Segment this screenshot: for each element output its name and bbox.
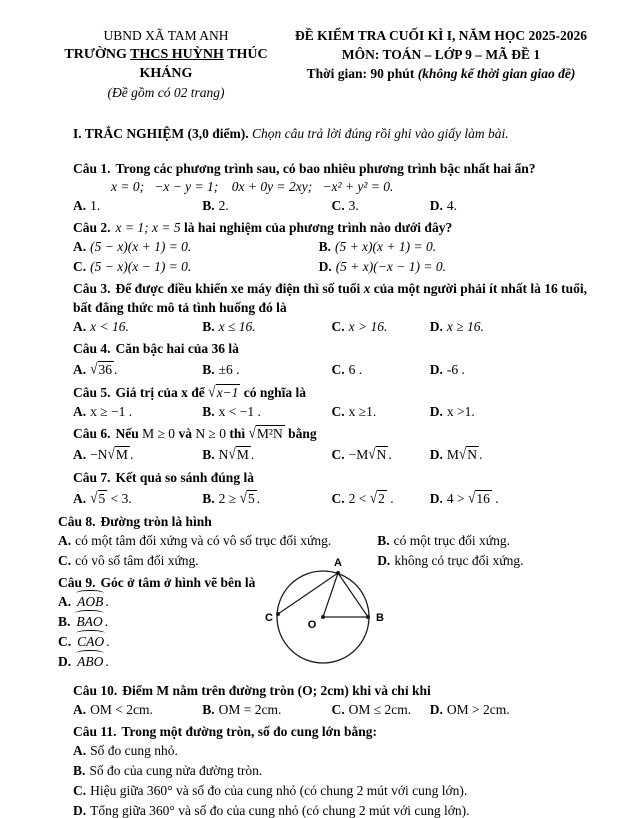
option-text: Số đo cung nhỏ. <box>90 743 178 758</box>
question-8-options-row1 <box>58 531 590 551</box>
label-B: B <box>376 612 384 624</box>
q10-option-b <box>202 700 331 720</box>
q2-option-c <box>73 257 319 277</box>
radicand: M <box>115 447 128 462</box>
q6-option-b <box>202 443 331 466</box>
option-label: A. <box>58 594 72 609</box>
option-suffix: . <box>106 634 110 649</box>
option-label: B. <box>202 491 215 506</box>
q2-option-a <box>73 237 319 257</box>
radical-sign: √ <box>467 488 476 506</box>
option-label: D. <box>429 404 443 419</box>
option-text: x < 16. <box>90 319 129 334</box>
option-suffix: . <box>105 654 109 669</box>
option-text: x ≥ −1 . <box>90 404 133 419</box>
option-text: x ≤ 16. <box>218 319 256 334</box>
question-number: Câu 11. <box>73 724 117 739</box>
option-text: OM > 2cm. <box>446 702 510 717</box>
question-7 <box>73 468 590 510</box>
q11-option-a <box>73 741 590 761</box>
sqrt-expression <box>459 443 479 466</box>
option-label: C. <box>331 404 345 419</box>
option-label: A. <box>73 491 87 506</box>
radicand: M²N <box>256 426 283 441</box>
option-text: -6 . <box>446 362 465 377</box>
option-label: D. <box>318 259 332 274</box>
duration-italic: (không kể thời gian giao đề) <box>417 66 576 81</box>
question-3-stem <box>73 279 590 317</box>
question-number: Câu 4. <box>73 341 111 356</box>
option-label: A. <box>73 198 87 213</box>
question-text: Căn bậc hai của 36 là <box>115 341 239 356</box>
page-count-note: (Đề gồm có 02 trang) <box>107 85 225 100</box>
sqrt-expression <box>249 424 285 443</box>
angle-notation: ABO <box>75 652 105 672</box>
sqrt-expression <box>90 358 114 381</box>
question-3-options <box>73 317 590 337</box>
radicand: 5 <box>247 491 255 506</box>
option-label: A. <box>73 319 87 334</box>
option-label: C. <box>331 447 345 462</box>
option-suffix: . <box>386 491 394 506</box>
q3-option-b <box>202 317 331 337</box>
q4-option-a <box>73 358 202 381</box>
q7-option-a <box>73 487 202 510</box>
option-text: không có trục đối xứng. <box>394 553 524 568</box>
question-7-options <box>73 487 590 510</box>
q6-option-c <box>332 443 430 466</box>
option-text: (5 − x)(x + 1) = 0. <box>90 239 192 254</box>
option-text: 2. <box>218 198 229 213</box>
header-left-block <box>40 26 292 102</box>
radicand: 16 <box>476 491 490 506</box>
q4-option-d <box>430 358 590 381</box>
question-4-stem <box>73 339 590 358</box>
section-instruction: Chọn câu trả lời đúng rồi ghi vào giấy làm bài. <box>252 126 509 141</box>
question-text: Kết quả so sánh đúng là <box>115 470 254 485</box>
option-text: x ≥1. <box>348 404 377 419</box>
option-text: (5 − x)(x − 1) = 0. <box>90 259 192 274</box>
q11-option-d <box>73 801 590 818</box>
label-A: A <box>334 557 342 569</box>
option-label: B. <box>318 239 331 254</box>
sqrt-expression <box>108 443 130 466</box>
exam-title: ĐỀ KIỂM TRA CUỐI KÌ I, NĂM HỌC 2025-2026 <box>295 28 587 43</box>
question-3 <box>73 279 590 337</box>
question-1 <box>73 159 590 216</box>
label-C: C <box>265 612 273 624</box>
option-label: A. <box>73 239 87 254</box>
radical-sign: √ <box>208 382 216 400</box>
question-number: Câu 5. <box>73 385 111 400</box>
question-text: Đường tròn là hình <box>100 514 212 529</box>
question-number: Câu 3. <box>73 281 111 296</box>
option-text: (5 + x)(−x − 1) = 0. <box>335 259 446 274</box>
header-right-block <box>292 26 590 102</box>
option-label: C. <box>331 198 345 213</box>
point-A <box>336 571 340 575</box>
q7-option-d <box>430 487 590 510</box>
question-text: là hai nghiệm của phương trình nào dưới đây? <box>183 220 453 235</box>
option-label: C. <box>73 783 87 798</box>
question-2-stem <box>73 218 590 237</box>
q3-option-c <box>332 317 430 337</box>
q2-option-d <box>319 257 590 277</box>
question-6 <box>73 424 590 466</box>
question-text: Giá trị của x để <box>115 385 205 400</box>
school-name-underlined: THCS HUỲNH <box>130 47 224 62</box>
question-5-options <box>73 402 590 422</box>
option-text: −M <box>348 447 369 462</box>
option-label: D. <box>429 319 443 334</box>
option-text: x >1. <box>446 404 475 419</box>
question-10-options <box>73 700 590 720</box>
radical-sign: √ <box>90 359 98 377</box>
radicand: x−1 <box>216 385 239 400</box>
option-text: OM = 2cm. <box>218 702 282 717</box>
option-text: N <box>218 447 229 462</box>
question-number: Câu 7. <box>73 470 111 485</box>
q1-option-b <box>202 196 331 216</box>
q4-option-c <box>332 358 430 381</box>
question-text: và <box>178 426 192 441</box>
sqrt-expression <box>90 487 107 510</box>
option-text: Hiệu giữa 360° và số đo của cung nhỏ (có chung 2 mút với cung lớn). <box>90 783 468 798</box>
option-text: M <box>446 447 459 462</box>
option-text: x < −1 . <box>218 404 261 419</box>
question-text: Điểm M nằm trên đường tròn (O; 2cm) khi và chỉ khi <box>122 683 431 698</box>
option-suffix: . <box>104 614 109 629</box>
radical-sign: √ <box>458 444 467 462</box>
sqrt-expression <box>240 487 257 510</box>
option-label: C. <box>73 259 87 274</box>
q5-option-d <box>430 402 590 422</box>
question-1-options <box>73 196 590 216</box>
angle-notation: AOB <box>75 592 105 612</box>
radius-OA <box>323 573 338 617</box>
option-label: B. <box>202 702 215 717</box>
question-5-stem <box>73 383 590 402</box>
option-label: D. <box>429 447 443 462</box>
q8-option-a <box>58 531 377 551</box>
question-text: Để được điều khiển xe máy điện thì số tuổi <box>115 281 361 296</box>
question-8-stem <box>58 512 590 531</box>
angle-notation: BAO <box>74 612 104 632</box>
option-label: C. <box>58 634 72 649</box>
school-name-pre: TRƯỜNG <box>64 47 131 62</box>
option-suffix: . <box>479 447 483 462</box>
school-name <box>40 45 292 83</box>
option-label: B. <box>377 533 390 548</box>
question-1-equation: x = 0; −x − y = 1; 0x + 0y = 2xy; −x² + y² = 0. <box>111 179 394 194</box>
sqrt-expression <box>228 443 250 466</box>
option-suffix: . <box>256 491 261 506</box>
question-text: Trong các phương trình sau, có bao nhiêu phương trình bậc nhất hai ẩn? <box>115 161 536 176</box>
radicand: 2 <box>378 491 385 506</box>
radicand: N <box>376 447 387 462</box>
option-suffix: . <box>250 447 255 462</box>
circle-figure-svg <box>265 556 387 674</box>
option-text: Số đo của cung nửa đường tròn. <box>89 763 263 778</box>
option-label: A. <box>73 447 87 462</box>
question-10-stem <box>73 681 590 700</box>
duration-bold: Thời gian: 90 phút <box>306 66 415 81</box>
question-6-stem <box>73 424 590 443</box>
option-suffix: . <box>105 594 109 609</box>
option-label: B. <box>58 614 71 629</box>
option-label: B. <box>202 404 215 419</box>
radical-sign: √ <box>368 444 376 462</box>
issuer-line: UBND XÃ TAM ANH <box>103 28 229 43</box>
radical-sign: √ <box>369 488 378 506</box>
option-text: 1. <box>90 198 101 213</box>
option-label: A. <box>73 702 87 717</box>
option-text: x > 16. <box>348 319 388 334</box>
q3-option-d <box>430 317 590 337</box>
option-suffix: . <box>129 447 134 462</box>
option-label: B. <box>202 447 215 462</box>
option-suffix: . <box>491 491 499 506</box>
question-11-stem <box>73 722 590 741</box>
option-label: C. <box>331 491 345 506</box>
question-5 <box>73 383 590 422</box>
exam-subject: MÔN: TOÁN – LỚP 9 – MÃ ĐỀ 1 <box>341 47 541 62</box>
option-label: D. <box>429 491 443 506</box>
radicand: M <box>236 447 249 462</box>
q10-option-a <box>73 700 202 720</box>
q1-option-a <box>73 196 202 216</box>
point-B <box>366 615 370 619</box>
option-label: B. <box>202 362 215 377</box>
option-label: A. <box>73 362 87 377</box>
option-label: C. <box>331 362 345 377</box>
option-label: C. <box>58 553 72 568</box>
question-10 <box>73 681 590 720</box>
q4-option-b <box>202 358 331 381</box>
option-label: D. <box>429 362 443 377</box>
radicand: N <box>467 447 478 462</box>
point-C <box>276 612 280 616</box>
option-text: có một trục đối xứng. <box>393 533 511 548</box>
option-suffix: < 3. <box>107 491 132 506</box>
sqrt-expression <box>468 487 492 510</box>
option-text: OM ≤ 2cm. <box>348 702 412 717</box>
stem-variable: x <box>363 281 371 296</box>
option-label: B. <box>202 198 215 213</box>
option-text: −N <box>90 447 108 462</box>
option-label: D. <box>58 654 72 669</box>
question-text: có nghĩa là <box>243 385 307 400</box>
question-number: Câu 8. <box>58 514 96 529</box>
option-label: C. <box>331 702 345 717</box>
option-text: 3. <box>348 198 359 213</box>
q1-option-d <box>430 196 590 216</box>
question-text: của một người phải ít nhất là 16 tuổi, bất đẳng thức mô tả tình huống đó là <box>73 281 587 315</box>
option-text: có vô số tâm đối xứng. <box>75 553 199 568</box>
question-11 <box>73 722 590 818</box>
option-text: 6 . <box>348 362 363 377</box>
sqrt-expression <box>368 443 388 466</box>
option-text: OM < 2cm. <box>90 702 153 717</box>
question-4 <box>73 339 590 381</box>
section-title <box>73 124 590 143</box>
question-text: Góc ở tâm ở hình vẽ bên là <box>100 575 256 590</box>
q11-option-c <box>73 781 590 801</box>
radicand: 5 <box>98 491 106 506</box>
q1-option-c <box>332 196 430 216</box>
option-label: D. <box>429 702 443 717</box>
option-text: 2 < <box>348 491 370 506</box>
question-text: Nếu <box>115 426 139 441</box>
q5-option-b <box>202 402 331 422</box>
option-label: D. <box>429 198 443 213</box>
radical-sign: √ <box>248 423 256 441</box>
q10-option-d <box>430 700 590 720</box>
option-text: x ≥ 16. <box>446 319 484 334</box>
q6-option-a <box>73 443 202 466</box>
question-2 <box>73 218 590 277</box>
radical-sign: √ <box>90 488 98 506</box>
q7-option-c <box>332 487 430 510</box>
stem-math: x = 1; x = 5 <box>115 220 181 235</box>
radical-sign: √ <box>228 444 236 462</box>
option-text: 4 > <box>446 491 468 506</box>
option-text: Tổng giữa 360° và số đo của cung nhỏ (có chung 2 mút với cung lớn). <box>90 803 470 818</box>
q3-option-a <box>73 317 202 337</box>
question-text: bằng <box>288 426 317 441</box>
radicand: 36 <box>98 362 113 377</box>
page-header <box>40 26 590 102</box>
q6-option-d <box>430 443 590 466</box>
radical-sign: √ <box>107 444 115 462</box>
option-label: A. <box>58 533 72 548</box>
option-suffix: . <box>114 362 118 377</box>
question-8-9-region <box>58 512 590 672</box>
question-7-stem <box>73 468 590 487</box>
question-text: Trong một đường tròn, số đo cung lớn bằng: <box>121 724 377 739</box>
option-label: A. <box>73 743 87 758</box>
question-number: Câu 10. <box>73 683 118 698</box>
option-label: D. <box>377 553 391 568</box>
option-label: C. <box>331 319 345 334</box>
exam-body <box>40 124 590 818</box>
q2-option-b <box>319 237 590 257</box>
question-1-stem <box>73 159 590 178</box>
question-4-options <box>73 358 590 381</box>
radical-sign: √ <box>239 488 247 506</box>
q8-option-b <box>377 531 590 551</box>
question-number: Câu 2. <box>73 220 111 235</box>
chord-CA <box>278 573 338 614</box>
option-text: (5 + x)(x + 1) = 0. <box>334 239 437 254</box>
angle-notation: CAO <box>75 632 106 652</box>
q8-option-d <box>377 551 590 571</box>
point-O <box>321 615 325 619</box>
question-text: thì <box>229 426 246 441</box>
q5-option-c <box>332 402 430 422</box>
option-label: A. <box>73 404 87 419</box>
stem-condition-2: N ≥ 0 <box>195 426 226 441</box>
question-2-options-row2 <box>73 257 590 277</box>
option-text: ±6 . <box>218 362 240 377</box>
stem-condition-1: M ≥ 0 <box>142 426 176 441</box>
q7-option-b <box>202 487 331 510</box>
option-text: có một tâm đối xứng và có vô số trục đối xứng. <box>75 533 332 548</box>
label-O: O <box>307 619 317 631</box>
circle-figure <box>265 556 387 679</box>
question-6-options <box>73 443 590 466</box>
section-title-bold: I. TRẮC NGHIỆM (3,0 điểm). <box>73 126 249 141</box>
exam-duration <box>292 64 590 83</box>
sqrt-expression <box>370 487 387 510</box>
question-number: Câu 9. <box>58 575 96 590</box>
q5-option-a <box>73 402 202 422</box>
question-2-options-row1 <box>73 237 590 257</box>
sqrt-expression <box>208 383 240 402</box>
option-suffix: . <box>388 447 392 462</box>
school-name-post: THÚC KHÁNG <box>139 47 268 81</box>
option-text: 2 ≥ <box>218 491 240 506</box>
question-number: Câu 1. <box>73 161 111 176</box>
option-label: B. <box>202 319 215 334</box>
option-label: B. <box>73 763 86 778</box>
question-number: Câu 6. <box>73 426 111 441</box>
option-label: D. <box>73 803 87 818</box>
q10-option-c <box>332 700 430 720</box>
q11-option-b <box>73 761 590 781</box>
option-text: 4. <box>446 198 457 213</box>
